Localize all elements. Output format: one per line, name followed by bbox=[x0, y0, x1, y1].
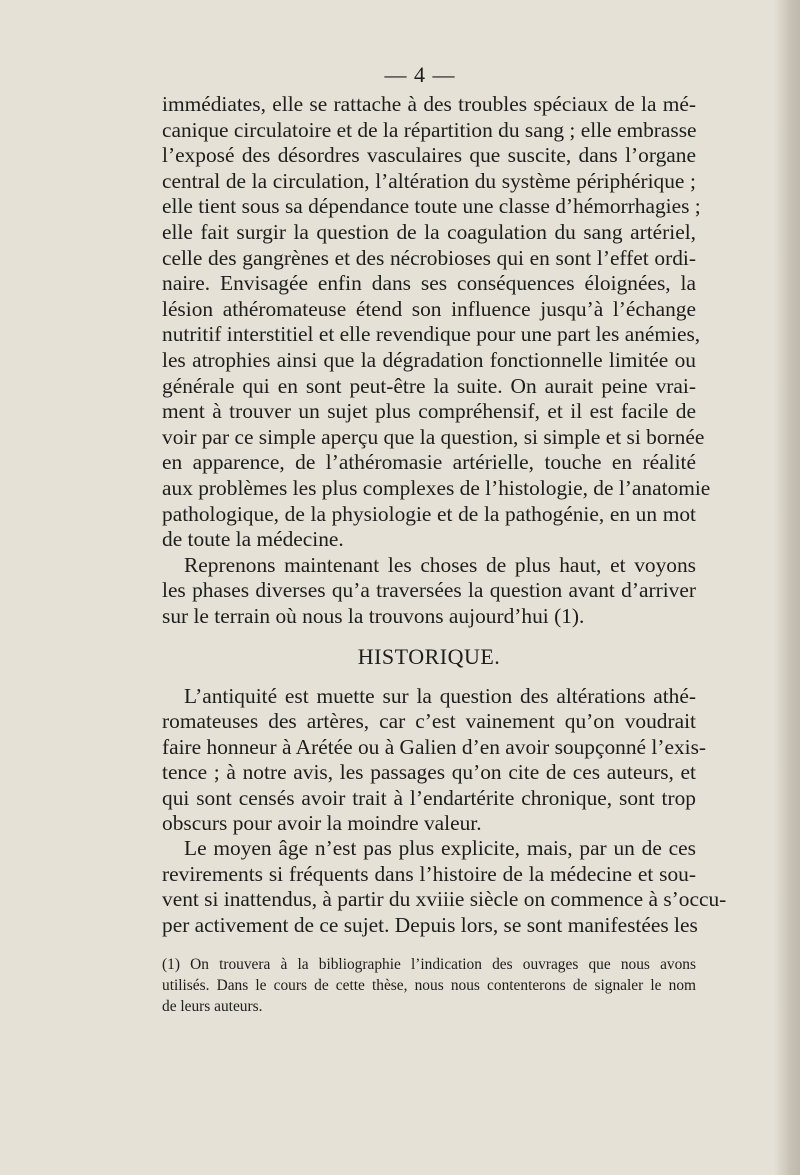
text-line: elle fait surgir la question de la coagulation du sang artériel, bbox=[162, 219, 696, 244]
text-line: en apparence, de l’athéromasie artérielle, touche en réalité bbox=[162, 450, 696, 475]
text-line: elle tient sous sa dépendance toute une classe d’hémorrhagies ; bbox=[162, 194, 701, 219]
text-line: pathologique, de la physiologie et de la pathogénie, en un mot bbox=[162, 501, 696, 526]
page-number: — 4 — bbox=[384, 62, 456, 87]
text-line: lésion athéromateuse étend son influence jusqu’à l’échange bbox=[162, 296, 696, 321]
text-line: central de la circulation, l’altération du système périphérique ; bbox=[162, 168, 696, 193]
main-text-block bbox=[162, 92, 711, 629]
text-line: nutritif interstitiel et elle revendique pour une part les anémies, bbox=[162, 322, 701, 347]
text-line: de toute la médecine. bbox=[162, 527, 344, 552]
text-line: celle des gangrènes et des nécrobioses qui en sont l’effet ordi- bbox=[162, 245, 696, 270]
section-heading: HISTORIQUE. bbox=[357, 644, 501, 669]
text-line: les phases diverses qu’a traversées la question avant d’arriver bbox=[162, 578, 696, 603]
text-line: Le moyen âge n’est pas plus explicite, mais, par un de ces bbox=[184, 836, 696, 861]
footnote-line: (1) On trouvera à la bibliographie l’indication des ouvrages que nous avons bbox=[162, 956, 696, 973]
text-line: vent si inattendus, à partir du xviiie siècle on commence à s’occu- bbox=[162, 887, 727, 912]
text-line: aux problèmes les plus complexes de l’histologie, de l’anatomie bbox=[162, 475, 711, 500]
text-line: obscurs pour avoir la moindre valeur. bbox=[162, 810, 482, 835]
text-line: L’antiquité est muette sur la question des altérations athé- bbox=[184, 684, 696, 708]
text-line: les atrophies ainsi que la dégradation fonctionnelle limitée ou bbox=[162, 347, 696, 372]
text-line: qui sont censés avoir trait à l’endartérite chronique, sont trop bbox=[162, 785, 696, 810]
text-line: per activement de ce sujet. Depuis lors, se sont manifestées les bbox=[162, 912, 698, 937]
text-line: générale qui en sont peut-être la suite. On aurait peine vrai- bbox=[162, 373, 696, 398]
text-line: tence ; à notre avis, les passages qu’on cite de ces auteurs, et bbox=[162, 760, 696, 785]
footnote bbox=[162, 954, 696, 1017]
page-edge-shadow bbox=[774, 0, 800, 1175]
text-line: romateuses des artères, car c’est vainement qu’on voudrait bbox=[162, 709, 696, 734]
text-line: l’exposé des désordres vasculaires que suscite, dans l’organe bbox=[162, 143, 696, 168]
text-line: revirements si fréquents dans l’histoire de la médecine et sou- bbox=[162, 861, 696, 886]
text-line: voir par ce simple aperçu que la question, si simple et si bornée bbox=[162, 424, 705, 449]
text-line: canique circulatoire et de la répartition du sang ; elle embrasse bbox=[162, 117, 697, 142]
text-line: naire. Envisagée enfin dans ses conséquences éloignées, la bbox=[162, 271, 696, 296]
text-line: Reprenons maintenant les choses de plus haut, et voyons bbox=[184, 552, 696, 577]
text-line: ment à trouver un sujet plus compréhensif, et il est facile de bbox=[162, 399, 696, 424]
text-line: faire honneur à Arétée ou à Galien d’en avoir soupçonné l’exis- bbox=[162, 734, 707, 759]
historique-text-block bbox=[162, 684, 727, 938]
footnote-line: utilisés. Dans le cours de cette thèse, nous nous contenterons de signaler le nom bbox=[162, 977, 696, 994]
text-line: immédiates, elle se rattache à des troubles spéciaux de la mé- bbox=[162, 92, 696, 116]
footnote-line: de leurs auteurs. bbox=[162, 998, 263, 1015]
text-line: sur le terrain où nous la trouvons aujourd’hui (1). bbox=[162, 603, 585, 628]
